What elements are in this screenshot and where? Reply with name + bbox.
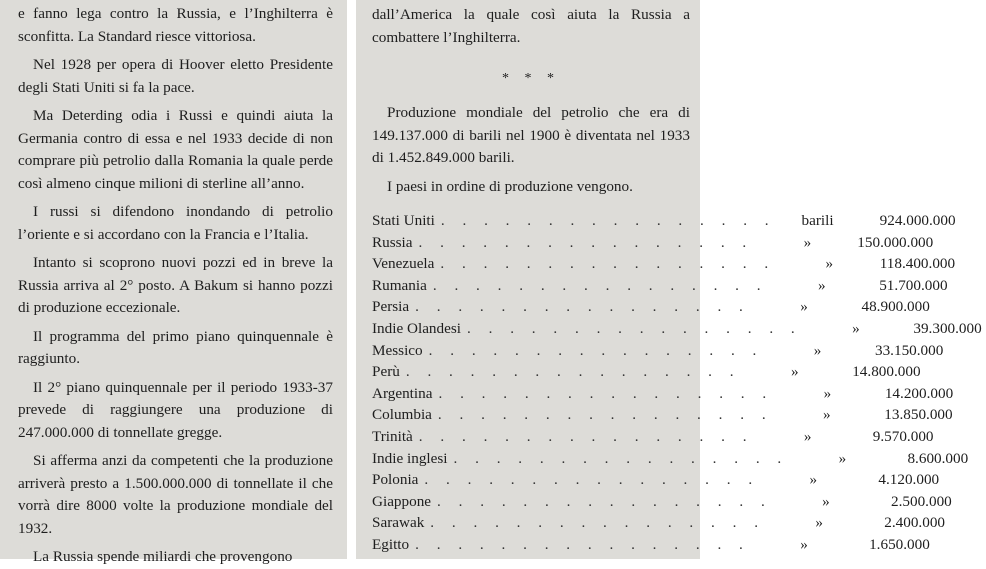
dot-leader: . . . . . . . . . . . . . . . . (432, 276, 768, 294)
table-row (372, 340, 944, 362)
dot-leader: . . . . . . . . . . . . . . . . (437, 406, 773, 424)
dot-leader: . . . . . . . . . . . . . . . . (440, 212, 776, 229)
table-row (372, 275, 948, 297)
production-value: 13.850.000 (884, 406, 953, 424)
production-value: 150.000.000 (857, 233, 934, 251)
country-name: Polonia (372, 471, 419, 489)
country-name: Sarawak (372, 514, 425, 532)
unit-label: » (803, 427, 812, 445)
dot-leader: . . . . . . . . . . . . . . . . (424, 471, 760, 489)
dot-leader: . . . . . . . . . . . . . . . . (428, 341, 764, 359)
dot-leader: . . . . . . . . . . . . . . . . (453, 449, 789, 467)
production-value: 33.150.000 (874, 341, 944, 359)
table-row (372, 232, 934, 254)
country-name: Giappone (372, 492, 432, 510)
production-value: 1.650.000 (869, 535, 930, 553)
table-row (372, 404, 953, 426)
unit-label: » (852, 319, 860, 337)
production-value: 924.000.000 (879, 212, 956, 229)
country-name: Argentina (372, 384, 433, 402)
unit-label: barili (801, 212, 834, 229)
paragraph: Nel 1928 per opera di Hoover eletto Presidente degli Stati Uniti si fa la pace. (18, 56, 333, 96)
country-name: Russia (372, 233, 413, 251)
order-paragraph: I paesi in ordine di produzione vengono. (387, 177, 633, 195)
production-value: 118.400.000 (879, 255, 956, 273)
dot-leader: . . . . . . . . . . . . . . . . (467, 319, 802, 337)
table-row (372, 512, 945, 534)
country-name: Rumania (372, 276, 427, 294)
table-row (372, 210, 956, 232)
paragraph: e fanno lega contro la Russia, e l’Inghilterra è sconfitta. La Standard riesce vittoriosa. (18, 5, 333, 45)
country-name: Stati Uniti (372, 212, 435, 229)
dot-leader: . . . . . . . . . . . . . . . . (418, 427, 754, 445)
table-row (372, 318, 982, 340)
section-separator: * * * (502, 71, 560, 86)
intro-paragraph: dall’America la quale così aiuta la Russia a combattere l’Inghilterra. (372, 6, 690, 46)
paragraph: Il programma del primo piano quinquennale è raggiunto. (18, 327, 333, 367)
dot-leader: . . . . . . . . . . . . . . . . (437, 492, 772, 510)
dot-leader: . . . . . . . . . . . . . . . . (415, 535, 750, 553)
unit-label: » (800, 535, 808, 553)
paragraph: Intanto si scoprono nuovi pozzi ed in breve la Russia arriva al 2° posto. A Bakum si hanno pozzi di produzione eccezionale. (18, 254, 333, 316)
country-name: Persia (372, 298, 410, 316)
country-name: Perù (372, 363, 400, 381)
production-value: 39.300.000 (913, 319, 982, 337)
production-value: 9.570.000 (872, 427, 934, 445)
paragraph: I russi si difendono inondando di petrolio l’oriente e si accordano con la Francia e l’Italia. (18, 203, 333, 243)
table-row (372, 383, 954, 405)
unit-label: » (813, 341, 822, 359)
country-name: Venezuela (372, 255, 435, 273)
paragraph: Si afferma anzi da competenti che la produzione arriverà presto a 1.500.000.000 di tonnellate il che vorrà dire 8000 volte la produzione mondiale del 1932. (18, 452, 333, 537)
table-row (372, 361, 921, 383)
country-name: Messico (372, 341, 423, 359)
table-row (372, 253, 956, 275)
production-value: 14.200.000 (884, 384, 954, 402)
table-row (372, 448, 969, 470)
dot-leader: . . . . . . . . . . . . . . . . (430, 514, 765, 532)
unit-label: » (825, 255, 834, 273)
unit-label: » (790, 363, 799, 381)
dot-leader: . . . . . . . . . . . . . . . . (438, 384, 774, 402)
left-page (0, 0, 347, 565)
paragraph: La Russia spende miliardi che provengono (33, 548, 293, 565)
production-value: 14.800.000 (852, 363, 921, 381)
paragraph: Ma Deterding odia i Russi e quindi aiuta la Germania contro di essa e nel 1933 decide di non comprare più petrolio dalla Romania la quale perde così almeno cinque milioni di sterline all’anno. (18, 107, 333, 192)
country-name: Trinità (372, 427, 413, 445)
table-row (372, 469, 940, 491)
dot-leader: . . . . . . . . . . . . . . . . (418, 233, 754, 251)
dot-leader: . . . . . . . . . . . . . . . . (440, 255, 776, 273)
production-table (372, 210, 982, 556)
unit-label: » (803, 233, 812, 251)
production-value: 51.700.000 (879, 276, 948, 294)
unit-label: » (823, 406, 831, 424)
production-paragraph: Produzione mondiale del petrolio che era di 149.137.000 di barili nel 1900 è diventata nel 1933 di 1.452.849.000 barili. (372, 104, 690, 166)
country-name: Indie Olandesi (372, 319, 461, 337)
dot-leader: . . . . . . . . . . . . . . . . (415, 298, 750, 316)
unit-label: » (822, 492, 830, 510)
right-page (356, 0, 982, 559)
table-row (372, 296, 930, 318)
unit-label: » (815, 514, 823, 532)
country-name: Columbia (372, 406, 432, 424)
unit-label: » (823, 384, 832, 402)
country-name: Egitto (372, 535, 410, 553)
unit-label: » (817, 276, 826, 294)
unit-label: » (809, 471, 818, 489)
production-value: 4.120.000 (878, 471, 940, 489)
production-value: 2.500.000 (891, 492, 952, 510)
production-value: 8.600.000 (907, 449, 969, 467)
unit-label: » (838, 449, 847, 467)
table-row (372, 491, 952, 513)
dot-leader: . . . . . . . . . . . . . . . . (405, 363, 741, 381)
table-row (372, 426, 934, 448)
production-value: 48.900.000 (861, 298, 930, 316)
production-value: 2.400.000 (884, 514, 945, 532)
unit-label: » (800, 298, 808, 316)
table-row (372, 534, 930, 556)
country-name: Indie inglesi (372, 449, 448, 467)
paragraph: Il 2° piano quinquennale per il periodo 1933-37 prevede di raggiungere una produzione di 247.000.000 di tonnellate gregge. (18, 378, 333, 441)
